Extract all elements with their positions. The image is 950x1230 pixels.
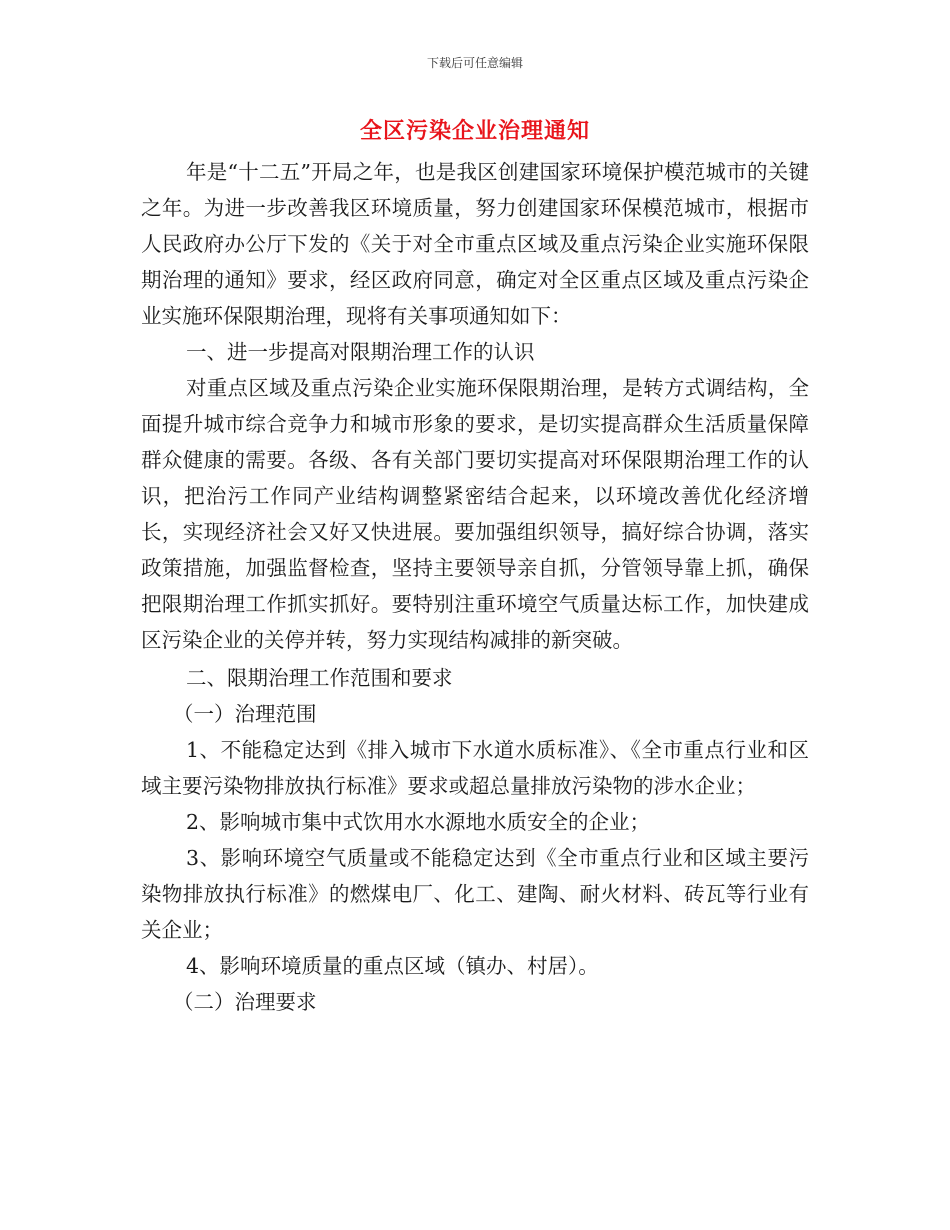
scope-item-2: 2、影响城市集中式饮用水水源地水质安全的企业；: [186, 810, 651, 834]
header-note: 下载后可任意编辑: [426, 56, 523, 70]
scope-item-4: 4、影响环境质量的重点区域（镇办、村居）。: [186, 954, 599, 978]
intro-paragraph: 年是“十二五”开局之年，也是我区创建国家环境保护模范城市的关键之年。为进一步改善我区环境质量，努力创建国家环保模范城市，根据市人民政府办公厅下发的《关于对全市重点区域及重点污染企业实施环保限期治理的通知》要求，经区政府同意，确定对全区重点区域及重点污染企业实施环保限期治理，现将有关事项通知如下：: [141, 160, 809, 328]
scope-item-1: 1、不能稳定达到《排入城市下水道水质标准》、《全市重点行业和区域主要污染物排放执行标准》要求或超总量排放污染物的涉水企业；: [141, 738, 809, 798]
section-1-paragraph: 对重点区域及重点污染企业实施环保限期治理，是转方式调结构，全面提升城市综合竞争力和城市形象的要求，是切实提高群众生活质量保障群众健康的需要。各级、各有关部门要切实提高对环保限期治理工作的认识，把治污工作同产业结构调整紧密结合起来，以环境改善优化经济增长，实现经济社会又好又快进展。要加强组织领导，搞好综合协调，落实政策措施，加强监督检查，坚持主要领导亲自抓，分管领导靠上抓，确保把限期治理工作抓实抓好。要特别注重环境空气质量达标工作，加快建成区污染企业的关停并转，努力实现结构减排的新突破。: [141, 376, 809, 652]
document-title: 全区污染企业治理通知: [359, 118, 590, 144]
section-heading-2: 二、限期治理工作范围和要求: [186, 666, 453, 690]
section-heading-1: 一、进一步提高对限期治理工作的认识: [186, 340, 535, 364]
document-body: [141, 154, 809, 1020]
subsection-heading-scope: （一）治理范围: [173, 702, 317, 726]
scope-item-3: 3、影响环境空气质量或不能稳定达到《全市重点行业和区域主要污染物排放执行标准》的燃煤电厂、化工、建陶、耐火材料、砖瓦等行业有关企业；: [141, 846, 809, 942]
subsection-heading-requirements: （二）治理要求: [173, 990, 317, 1014]
